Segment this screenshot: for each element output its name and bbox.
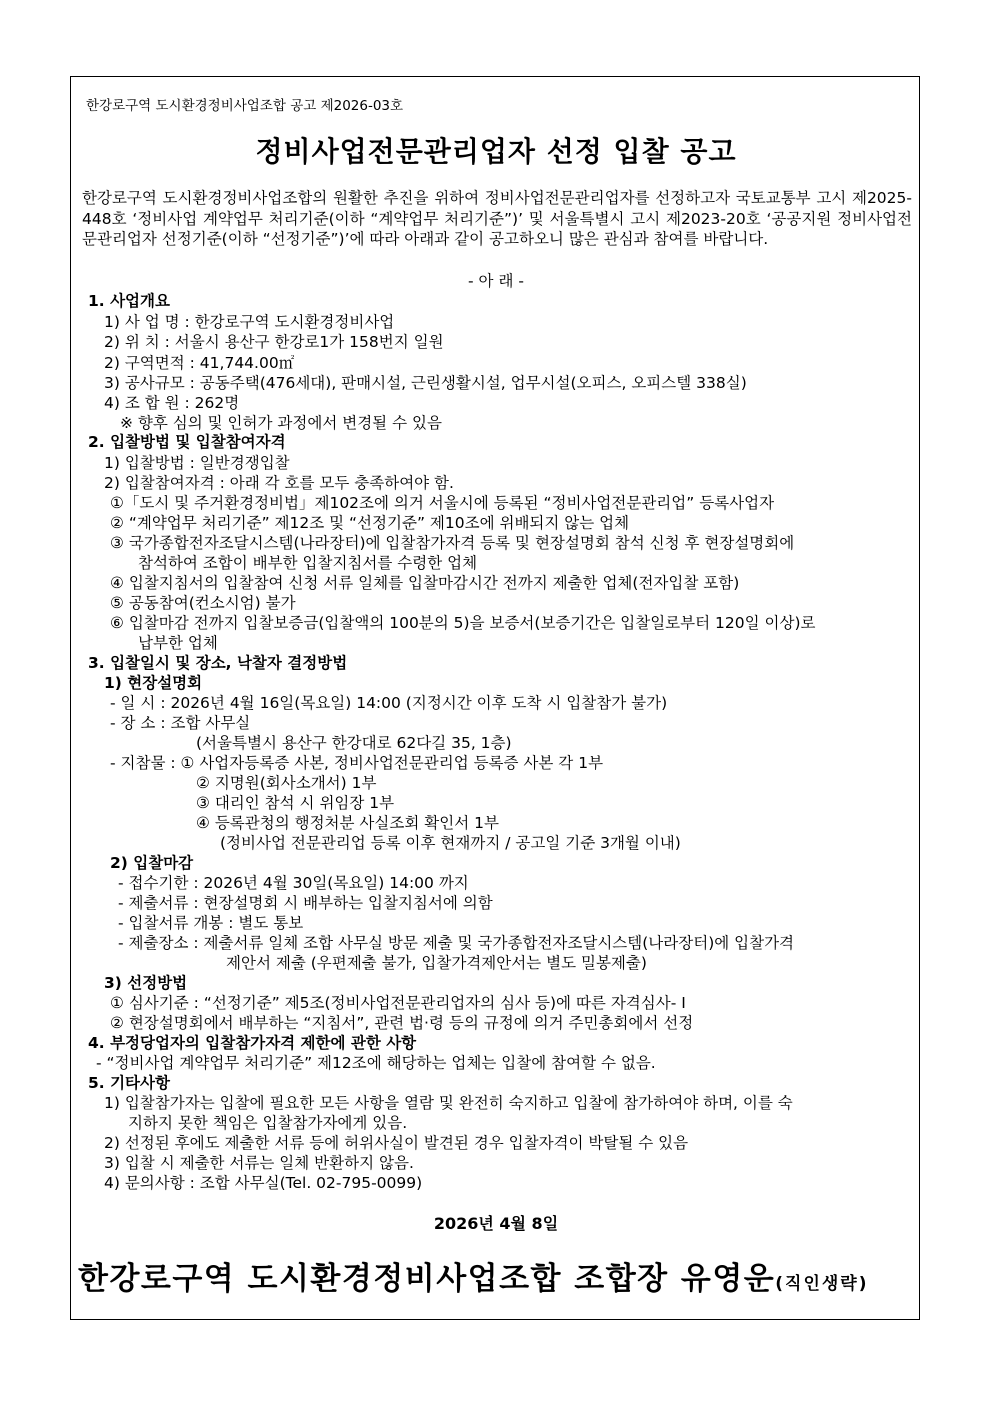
s5-line-cont: 지하지 못한 책임은 입찰참가자에게 있음. (128, 1114, 408, 1132)
separator: - 아 래 - (468, 272, 524, 290)
s5-line: 2) 선정된 후에도 제출한 서류 등에 허위사실이 발견된 경우 입찰자격이 박탈될 수 있음 (104, 1134, 689, 1152)
s2-criterion: ② “계약업무 처리기준” 제12조 및 “선정기준” 제10조에 위배되지 않는 업체 (110, 514, 630, 532)
s3-line: ② 현장설명회에서 배부하는 “지침서”, 관련 법·령 등의 규정에 의거 주민총회에서 선정 (110, 1014, 694, 1032)
s3-line: - 일 시 : 2026년 4월 16일(목요일) 14:00 (지정시간 이후 도착 시 입찰참가 불가) (110, 694, 668, 712)
section-2-heading: 2. 입찰방법 및 입찰참여자격 (88, 433, 286, 451)
s2-criterion: ③ 국가종합전자조달시스템(나라장터)에 입찰참가자격 등록 및 현장설명회 참석 신청 후 현장설명회에 (110, 534, 795, 552)
s1-line: 3) 공사규모 : 공동주택(476세대), 판매시설, 근린생활시설, 업무시설(오피스, 오피스텔 338실) (104, 374, 747, 392)
section-3-heading: 3. 입찰일시 및 장소, 낙찰자 결정방법 (88, 654, 348, 672)
s3-subheading: 1) 현장설명회 (104, 674, 203, 692)
page-title: 정비사업전문관리업자 선정 입찰 공고 (255, 135, 737, 168)
s3-line-cont: 제안서 제출 (우편제출 불가, 입찰가격제안서는 별도 밀봉제출) (226, 954, 647, 972)
s5-line: 3) 입찰 시 제출한 서류는 일체 반환하지 않음. (104, 1154, 414, 1172)
s2-criterion-cont: 납부한 업체 (138, 634, 218, 652)
section-4-heading: 4. 부정당업자의 입찰참가자격 제한에 관한 사항 (88, 1034, 417, 1052)
s3-line: - 지참물 : ① 사업자등록증 사본, 정비사업전문관리업 등록증 사본 각 1부 (110, 754, 604, 772)
s1-line: 4) 조 합 원 : 262명 (104, 394, 240, 412)
s1-note: ※ 향후 심의 및 인허가 과정에서 변경될 수 있음 (120, 414, 442, 432)
s5-line: 4) 문의사항 : 조합 사무실(Tel. 02-795-0099) (104, 1174, 423, 1192)
s1-line: 1) 사 업 명 : 한강로구역 도시환경정비사업 (104, 313, 395, 331)
s3-line: ② 지명원(회사소개서) 1부 (196, 774, 377, 792)
s3-line: ① 심사기준 : “선정기준” 제5조(정비사업전문관리업자의 심사 등)에 따른 자격심사- Ⅰ (110, 994, 686, 1012)
s2-line: 2) 입찰참여자격 : 아래 각 호를 모두 충족하여야 함. (104, 474, 454, 492)
s1-line: 2) 구역면적 : 41,744.00㎡ (104, 354, 295, 372)
s3-line: - 입찰서류 개봉 : 별도 통보 (118, 914, 304, 932)
s2-criterion: ⑥ 입찰마감 전까지 입찰보증금(입찰액의 100분의 5)을 보증서(보증기간은 입찰일로부터 120일 이상)로 (110, 614, 816, 632)
s3-subheading: 2) 입찰마감 (110, 854, 194, 872)
s2-criterion: ⑤ 공동참여(컨소시엄) 불가 (110, 594, 296, 612)
seal-note: (직인생략) (775, 1274, 869, 1294)
s2-criterion: ④ 입찰지침서의 입찰참여 신청 서류 일체를 입찰마감시간 전까지 제출한 업체(전자입찰 포함) (110, 574, 740, 592)
s3-line: - 장 소 : 조합 사무실 (110, 714, 251, 732)
s2-criterion: ①「도시 및 주거환경정비법」제102조에 의거 서울시에 등록된 “정비사업전문관리업” 등록사업자 (110, 494, 775, 512)
s3-subheading: 3) 선정방법 (104, 974, 188, 992)
signature-name: 한강로구역 도시환경정비사업조합 조합장 유영운 (78, 1261, 776, 1297)
s3-line: (정비사업 전문관리업 등록 이후 현재까지 / 공고일 기준 3개월 이내) (220, 834, 681, 852)
notice-number: 한강로구역 도시환경정비사업조합 공고 제2026-03호 (86, 98, 404, 114)
s3-line: (서울특별시 용산구 한강대로 62다길 35, 1층) (196, 734, 512, 752)
signature-line (78, 1258, 868, 1305)
intro-paragraph: 한강로구역 도시환경정비사업조합의 원활한 추진을 위하여 정비사업전문관리업자를 선정하고자 국토교통부 고시 제2025-448호 ‘정비사업 계약업무 처리기준(이하 “계약업무 처리기준”)’ 및 서울특별시 고시 제2023-20호 ‘공공지원 정비사업전문관리업자 선정기준(이하 “선정기준”)’에 따라 아래과 같이 공고하오니 많은 관심과 참여를 바랍니다. (82, 189, 912, 249)
s2-criterion-cont: 참석하여 조합이 배부한 입찰지침서를 수령한 업체 (138, 554, 478, 572)
s5-line: 1) 입찰참가자는 입찰에 필요한 모든 사항을 열람 및 완전히 숙지하고 입찰에 참가하여야 하며, 이를 숙 (104, 1094, 793, 1112)
section-5-heading: 5. 기타사항 (88, 1074, 170, 1092)
s3-line: - 접수기한 : 2026년 4월 30일(목요일) 14:00 까지 (118, 874, 469, 892)
s1-line: 2) 위 치 : 서울시 용산구 한강로1가 158번지 일원 (104, 333, 444, 351)
s2-line: 1) 입찰방법 : 일반경쟁입찰 (104, 454, 290, 472)
section-1-heading: 1. 사업개요 (88, 292, 170, 310)
s3-line: - 제출장소 : 제출서류 일체 조합 사무실 방문 제출 및 국가종합전자조달시스템(나라장터)에 입찰가격 (118, 934, 795, 952)
s4-line: - “정비사업 계약업무 처리기준” 제12조에 해당하는 업체는 입찰에 참여할 수 없음. (96, 1054, 656, 1072)
s3-line: ③ 대리인 참석 시 위임장 1부 (196, 794, 395, 812)
s3-line: ④ 등록관청의 행정처분 사실조회 확인서 1부 (196, 814, 499, 832)
s3-line: - 제출서류 : 현장설명회 시 배부하는 입찰지침서에 의함 (118, 894, 493, 912)
notice-date: 2026년 4월 8일 (433, 1214, 559, 1233)
